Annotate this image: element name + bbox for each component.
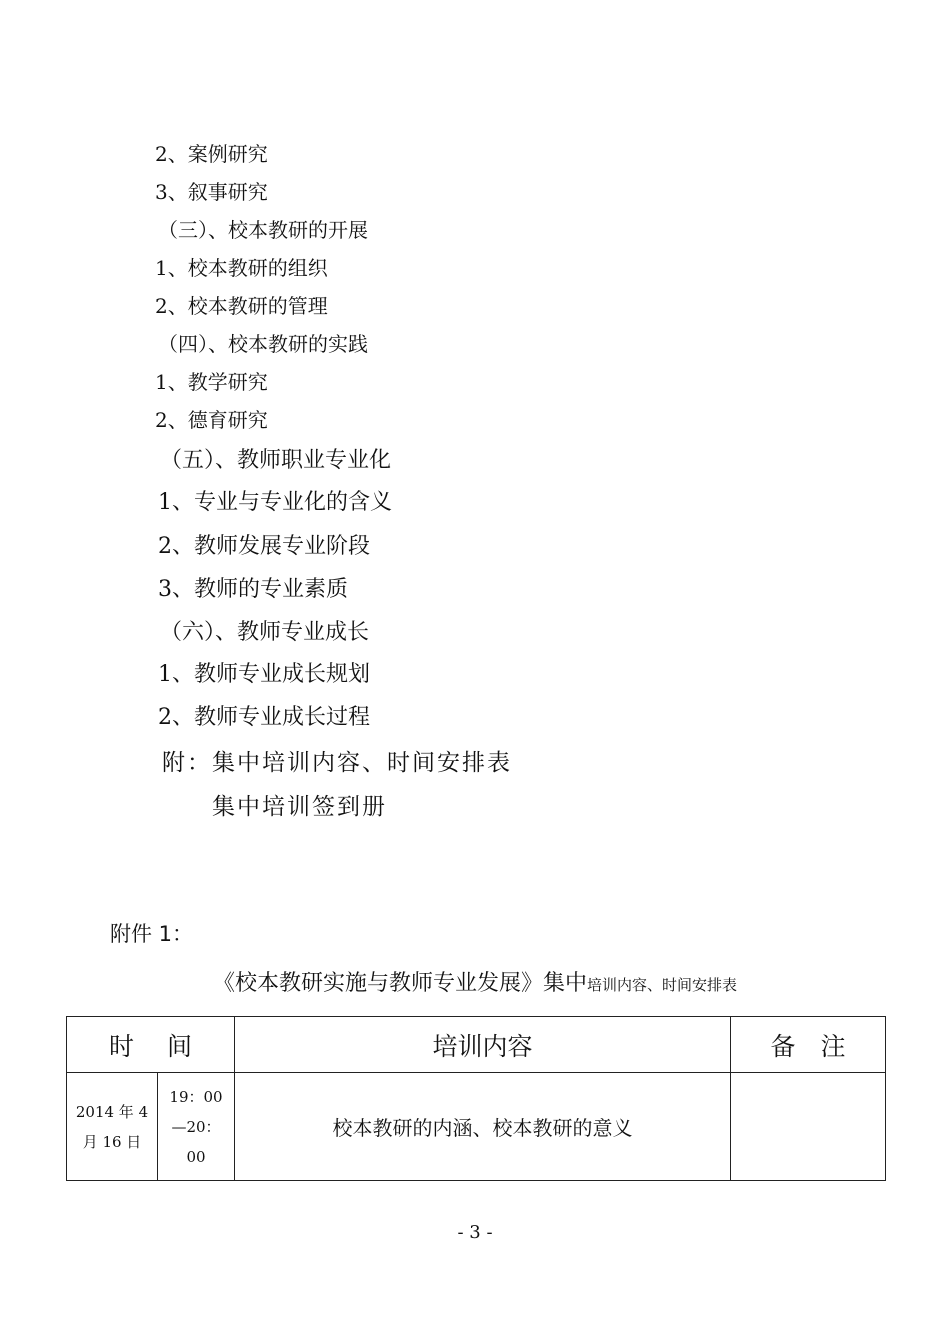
header-content: 培训内容 [235, 1017, 731, 1073]
outline-item: 2、校本教研的管理 [155, 294, 328, 318]
outline-item: 2、教师专业成长过程 [158, 705, 370, 730]
appendix-line-1: 附：集中培训内容、时间安排表 [162, 750, 512, 776]
table-title-main: 《校本教研实施与教师专业发展》集中 [212, 971, 587, 996]
outline-item: 1、专业与专业化的含义 [158, 490, 392, 515]
table-title-small: 培训内容、时间安排表 [587, 976, 738, 994]
outline-item: 2、教师发展专业阶段 [158, 534, 370, 559]
date-line: 2014 年 4 [75, 1102, 149, 1121]
outline-item: 3、叙事研究 [155, 180, 268, 204]
cell-date [67, 1073, 158, 1181]
outline-item: 2、德育研究 [155, 408, 268, 432]
outline-item: 2、案例研究 [155, 142, 268, 166]
header-note: 备 注 [731, 1017, 886, 1073]
outline-item: 1、教学研究 [155, 370, 268, 394]
time-line: —20： [171, 1117, 221, 1136]
schedule-table [66, 1016, 886, 1181]
outline-item: 3、教师的专业素质 [158, 577, 348, 602]
cell-content: 校本教研的内涵、校本教研的意义 [235, 1073, 731, 1181]
page-number: - 3 - [457, 1222, 493, 1243]
outline-item: 1、教师专业成长规划 [158, 662, 370, 687]
appendix-line-2: 集中培训签到册 [212, 794, 387, 820]
outline-heading: （三）、校本教研的开展 [158, 218, 368, 242]
table-header-row [67, 1017, 886, 1073]
header-time: 时 间 [67, 1017, 235, 1073]
outline-item: 1、校本教研的组织 [155, 256, 328, 280]
time-line: 19：00 [169, 1087, 223, 1106]
table-title [0, 966, 950, 997]
time-line: 00 [186, 1147, 206, 1166]
table-row [67, 1073, 886, 1181]
outline-heading: （四）、校本教研的实践 [158, 332, 368, 356]
attachment-label: 附件 1： [110, 922, 194, 946]
cell-note [731, 1073, 886, 1181]
date-line: 月 16 日 [82, 1132, 142, 1151]
cell-time [158, 1073, 235, 1181]
outline-heading: （五）、教师职业专业化 [160, 448, 392, 473]
outline-heading: （六）、教师专业成长 [160, 620, 370, 645]
